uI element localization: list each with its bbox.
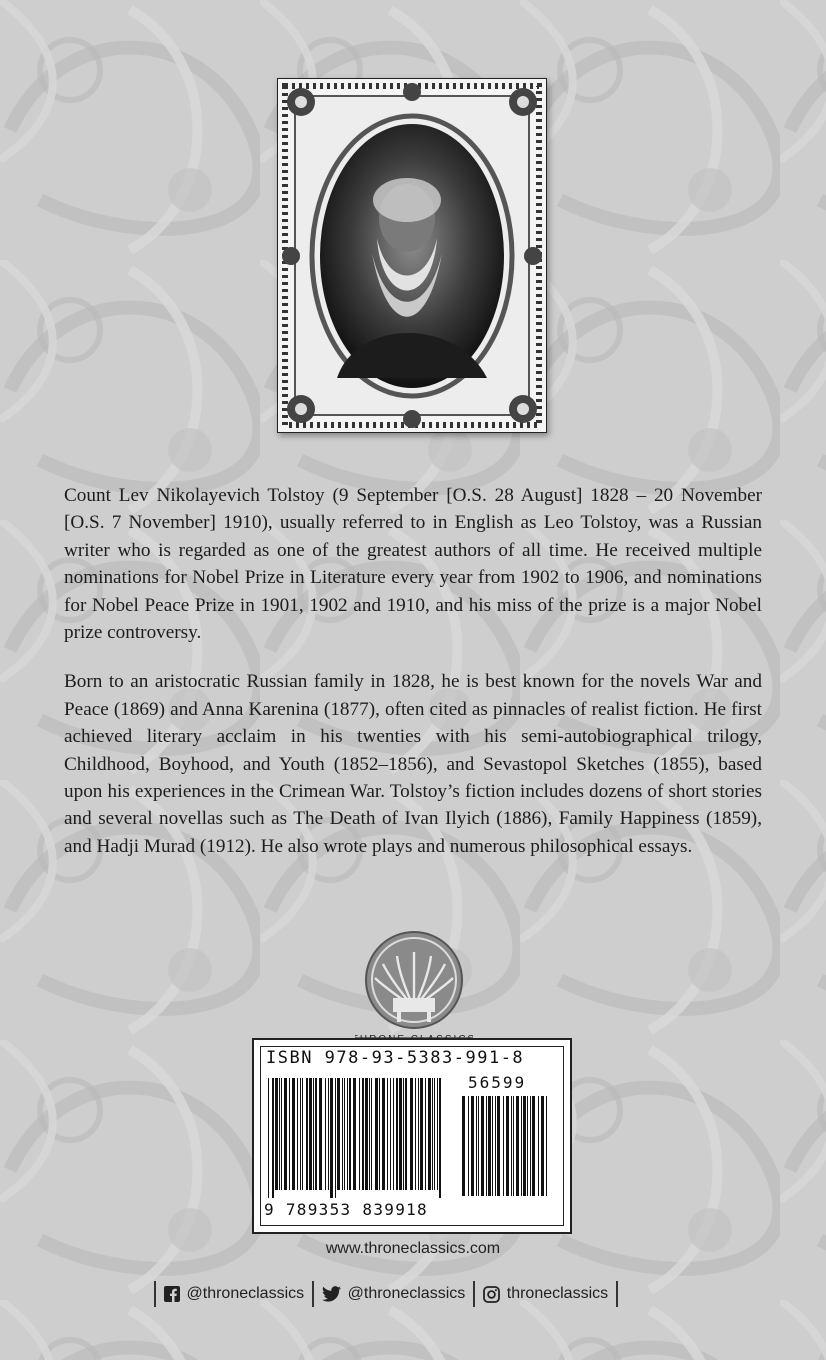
barcode-bar — [302, 1078, 303, 1190]
barcode-bar — [486, 1096, 487, 1196]
barcode-bar — [275, 1078, 278, 1190]
facebook-handle: @throneclassics — [186, 1285, 305, 1302]
barcode-panel — [252, 1038, 572, 1234]
barcode-bar — [315, 1078, 317, 1190]
barcode-bar — [503, 1096, 504, 1196]
barcode-bar — [476, 1096, 477, 1196]
barcode-bar — [289, 1078, 290, 1190]
barcode-bar — [478, 1096, 479, 1196]
barcode-bar — [362, 1078, 364, 1190]
barcode-bar — [513, 1096, 514, 1196]
barcode-bar — [393, 1078, 394, 1190]
barcode-bar — [325, 1078, 326, 1190]
instagram-link[interactable] — [475, 1285, 616, 1303]
barcode-bar — [396, 1078, 398, 1190]
barcode-bar — [497, 1096, 500, 1196]
barcode-bar — [342, 1078, 343, 1190]
barcode-bar — [488, 1096, 491, 1196]
barcode-bar — [337, 1078, 340, 1190]
barcode-bar — [415, 1078, 416, 1190]
barcode-bar — [527, 1096, 528, 1196]
barcode-bar — [335, 1078, 336, 1198]
barcode-bar — [418, 1078, 419, 1190]
barcode-bar — [297, 1078, 298, 1190]
barcode-bar — [347, 1078, 348, 1190]
barcode-bar — [420, 1078, 423, 1190]
instagram-icon — [483, 1286, 500, 1303]
barcode-bar — [538, 1096, 539, 1196]
author-portrait — [277, 78, 547, 433]
barcode-bar — [492, 1096, 493, 1196]
barcode-bar — [516, 1096, 519, 1196]
barcode-bar — [432, 1078, 433, 1190]
barcode-bar — [390, 1078, 391, 1190]
barcode-bar — [437, 1078, 438, 1190]
barcode-bar — [468, 1096, 469, 1196]
barcode-bar — [546, 1096, 547, 1196]
social-links — [154, 1280, 618, 1308]
barcode-bar — [387, 1078, 388, 1190]
barcode-bar — [353, 1078, 356, 1190]
barcode-bar — [272, 1078, 274, 1198]
barcode-bar — [330, 1078, 333, 1198]
barcode-bar — [328, 1078, 329, 1190]
barcode-bar — [521, 1096, 522, 1196]
barcode-bar — [462, 1096, 465, 1196]
barcode-bar — [313, 1078, 314, 1190]
facebook-icon — [164, 1286, 180, 1302]
twitter-handle: @throneclassics — [347, 1285, 466, 1302]
barcode-bar — [359, 1078, 360, 1190]
barcode-bar — [511, 1096, 512, 1196]
facebook-link[interactable] — [156, 1285, 313, 1303]
barcode-bar — [284, 1078, 287, 1190]
barcode-bar — [405, 1078, 407, 1190]
twitter-link[interactable] — [314, 1285, 474, 1303]
publisher-website[interactable]: www.throneclassics.com — [325, 1240, 501, 1257]
description-paragraph: Born to an aristocratic Russian family in 1828, he is best known for the novels War and Peace (1869) and Anna Karenina (1877), often cited as pinnacles of realist fiction. He first achieved literary acclaim in his twenties with his semi-autobiographical trilogy, Childhood, Boyhood, and Youth (1852–1856), and Sevastopol Sketches (1855), based upon his experiences in the Crimean War. Tolstoy’s fiction includes dozens of short stories and several novellas such as The Death of Ivan Ilyich (1886), Family Happiness (1859), and Hadji Murad (1912). He also wrote plays and numerous philosophical essays. — [64, 671, 762, 857]
barcode-bar — [434, 1078, 435, 1190]
barcode-bar — [300, 1078, 301, 1190]
barcode-bar — [439, 1078, 441, 1198]
twitter-icon — [322, 1286, 341, 1302]
isbn-label: ISBN 978-93-5383-991-8 — [266, 1048, 525, 1068]
barcode-bar — [481, 1096, 484, 1196]
barcode-bar — [523, 1096, 526, 1196]
author-description — [64, 482, 762, 882]
throne-classics-logo — [355, 928, 473, 1048]
barcode-bar — [365, 1078, 368, 1190]
barcode-bar — [541, 1096, 544, 1196]
barcode-bar — [349, 1078, 351, 1190]
barcode-bar — [379, 1078, 380, 1190]
barcode-bar — [292, 1078, 295, 1190]
barcode-bar — [410, 1078, 413, 1190]
ean-barcode — [268, 1078, 448, 1200]
barcode-bar — [268, 1078, 269, 1198]
barcode-bar — [495, 1096, 496, 1196]
barcode-bar — [532, 1096, 535, 1196]
barcode-bar — [281, 1078, 282, 1190]
description-paragraph: Count Lev Nikolayevich Tolstoy (9 September [O.S. 28 August] 1828 – 20 November [O.S. 7 November] 1910), usually referred to in English as Leo Tolstoy, was a Russian writer who is regarded as one of the greatest authors of all time. He received multiple nominations for Nobel Prize in Literature every year from 1902 to 1906, and nominations for Nobel Peace Prize in 1901, 1902 and 1910, and his miss of the prize is a major Nobel prize controversy. — [64, 485, 762, 644]
ean-number: 9 789353 839918 — [264, 1200, 428, 1219]
barcode-bar — [369, 1078, 370, 1190]
barcode-bar — [506, 1096, 509, 1196]
barcode-bar — [375, 1078, 378, 1190]
barcode-bar — [382, 1078, 385, 1190]
barcode-bar — [471, 1096, 474, 1196]
barcode-bar — [344, 1078, 345, 1190]
barcode-bar — [371, 1078, 372, 1190]
addon-barcode — [462, 1096, 552, 1200]
barcode-bar — [279, 1078, 280, 1190]
barcode-bar — [319, 1078, 322, 1190]
barcode-bar — [428, 1078, 431, 1190]
barcode-bar — [403, 1078, 404, 1190]
barcode-bar — [306, 1078, 308, 1190]
instagram-handle: throneclassics — [506, 1285, 609, 1302]
barcode-bar — [309, 1078, 312, 1190]
barcode-bar — [530, 1096, 531, 1196]
barcode-bar — [425, 1078, 426, 1190]
addon-number: 56599 — [468, 1073, 527, 1092]
barcode-bar — [399, 1078, 402, 1190]
